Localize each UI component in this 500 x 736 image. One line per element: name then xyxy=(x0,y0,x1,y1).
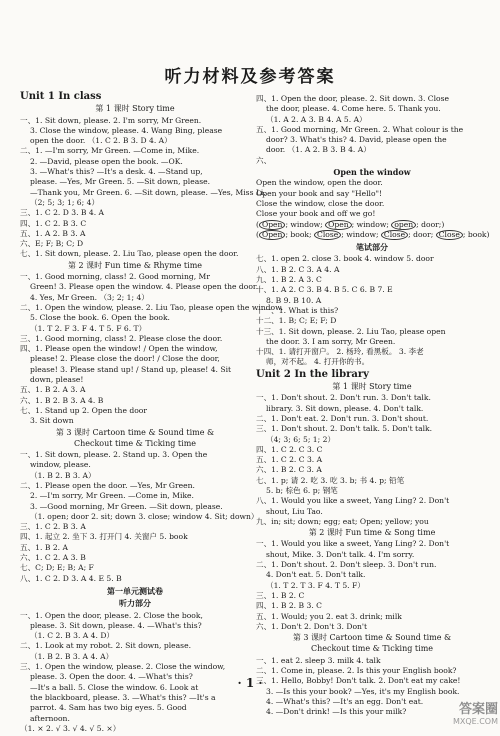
answer-line: 三、1. Good morning, class! 2. Please close the door. xyxy=(20,333,223,343)
answer-line: 七、1. p; 请 2. 吃 3. 吃 3. b; 书 4. p; 铅笔 xyxy=(256,475,405,485)
answer-line: 五、1. A 2. B 3. A xyxy=(20,228,86,238)
answer-line: 二、1. Come in, please. 2. Is this your English book? xyxy=(256,666,457,676)
watermark-text: 答案圈 xyxy=(458,702,498,717)
section-heading: Checkout time & Ticking time xyxy=(310,644,434,654)
section-heading: 第 1 课时 Story time xyxy=(95,104,175,114)
answer-line: Open your book and say "Hello"! xyxy=(256,188,383,198)
circled-word: Close xyxy=(436,230,463,240)
answer-line: Open the window, open the door. xyxy=(256,178,383,188)
answer-line: 五、1. Would; you 2. eat 3. drink; milk xyxy=(256,611,402,621)
answer-line: （1. A 2. A 3. B 4. A 5. A） xyxy=(266,114,367,124)
answer-line: down, please! xyxy=(30,375,84,385)
circled-word: Open xyxy=(259,220,285,230)
answer-line: 2. —David, please open the book. —OK. xyxy=(30,156,183,166)
answer-line: （1. open; door 2. sit; down 3. close; window 4. Sit; down） xyxy=(30,511,259,521)
answer-line: 三、1. B 2. C xyxy=(256,590,305,600)
watermark-logo xyxy=(440,698,498,726)
answer-line: 九、in; sit; down; egg; eat; Open; yellow; you xyxy=(256,516,429,526)
answer-line: 4. Yes, Mr Green. （3; 2; 1; 4） xyxy=(30,292,149,302)
answer-line: door? 3. What's this? 4. David, please open the xyxy=(266,135,447,145)
section-heading: Open the window xyxy=(333,167,411,178)
answer-line: 4. —What's this? —It's an egg. Don't eat. xyxy=(266,696,424,706)
answer-line: （2; 5; 3; 1; 6; 4） xyxy=(30,197,100,207)
answer-line: 一、1. Sit down, please. 2. I'm sorry, Mr Green. xyxy=(20,115,202,125)
answer-line: 三、1. C 2. D 3. B 4. A xyxy=(20,208,105,218)
answer-line: 一、1. Would you like a sweet, Yang Ling? 2. Don't xyxy=(256,539,450,549)
answer-line: 五、1. B 2. A 3. A xyxy=(20,385,86,395)
answer-line: 十三、1. Sit down, please. 2. Liu Tao, please open xyxy=(256,326,446,336)
answer-line: 4. Don't eat. 5. Don't talk. xyxy=(266,570,366,580)
answer-line: the door. 3. I am sorry, Mr Green. xyxy=(266,336,396,346)
circled-answer-row: ( Open ; book; Close ; window; Close ; door; Close ; book) xyxy=(256,229,490,239)
answer-line: 二、1. Look at my robot. 2. Sit down, please. xyxy=(20,641,191,651)
answer-text: ; window; xyxy=(351,219,392,229)
section-heading: 第 2 课时 Fun time & Song time xyxy=(308,528,436,538)
answer-line: 3. Close the window, please. 4. Wang Bing, please xyxy=(30,125,223,135)
circled-answer-row: ( Open ; window; Open ; window; open ; door;) xyxy=(256,219,445,229)
section-heading: Unit 1 In class xyxy=(20,91,102,102)
answer-line: 4. —Don't drink! —Is this your milk? xyxy=(266,707,407,717)
section-heading: Checkout time & Ticking time xyxy=(73,438,197,448)
section-heading: 第 2 课时 Fun time & Rhyme time xyxy=(67,260,203,270)
answer-line: （4; 3; 6; 5; 1; 2） xyxy=(266,434,336,444)
answer-text: ; book; xyxy=(285,229,315,239)
answer-line: please! 2. Please close the door! / Close the door, xyxy=(30,354,220,364)
answer-line: （1. C 2. B 3. A 4. D） xyxy=(30,631,115,641)
answer-line: please! 3. Please stand up! / Stand up, please! 4. Sit xyxy=(30,364,232,374)
answer-line: 二、1. Open the window, please. 2. Liu Tao, please open the window. xyxy=(20,302,284,312)
answer-text: ; door; xyxy=(416,219,442,229)
answer-line: —It's a ball. 5. Close the window. 6. Look at xyxy=(30,682,199,692)
answer-line: 七、1. open 2. close 3. book 4. window 5. door xyxy=(256,254,434,264)
answer-line: 七、1. Sit down, please. 2. Liu Tao, please open the door. xyxy=(20,249,239,259)
section-heading: 第一单元测试卷 xyxy=(107,585,163,596)
answer-line: 三、1. Don't shout. 2. Don't talk. 5. Don't talk. xyxy=(256,424,433,434)
answer-line: 六、1. B 2. C 3. A xyxy=(256,465,322,475)
answer-line: the door, please. 4. Come here. 5. Thank you. xyxy=(266,104,441,114)
answer-line: 三、1. C 2. B 3. A xyxy=(20,522,86,532)
circled-word: Open xyxy=(259,230,285,240)
answer-line: 五、1. C 2. C 3. A xyxy=(256,455,323,465)
answer-line: shout, Mike. 3. Don't talk. 4. I'm sorry. xyxy=(266,549,415,559)
answer-line: Close your book and off we go! xyxy=(256,209,376,219)
answer-line: 3. Sit down xyxy=(30,416,74,426)
answer-line: window, please. xyxy=(30,460,91,470)
answer-line: 七、C; D; E; B; A; F xyxy=(20,563,94,573)
answer-line: 8. B 9. B 10. A xyxy=(266,295,322,305)
answer-line: Green! 3. Please open the window. 4. Please open the door. xyxy=(30,282,259,292)
answer-text: ; window; xyxy=(341,229,381,239)
answer-line: 八、1. C 2. D 3. A 4. E 5. B xyxy=(20,573,122,583)
answer-line: 师，对不起。 4. 打开你的书。 xyxy=(266,357,370,367)
answer-line: 一、1. Sit down, please. 2. Stand up. 3. Open the xyxy=(20,450,208,460)
answer-line: 九、1. B 2. A 3. C xyxy=(256,275,322,285)
circled-word: Open xyxy=(325,220,351,230)
circled-word: open xyxy=(391,220,416,230)
answer-line: 四、1. 起立 2. 坐下 3. 打开门 4. 关窗户 5. book xyxy=(20,532,188,542)
page-number: · 1 · xyxy=(237,676,263,690)
answer-line: 一、1. Don't shout. 2. Don't run. 3. Don't talk. xyxy=(256,393,431,403)
answer-line: 五、1. B 2. A xyxy=(20,542,68,552)
answer-line: 六、 xyxy=(256,155,272,165)
answer-line: please. 3. Sit down, please. 4. —What's this? xyxy=(30,620,202,630)
section-heading: 听力部分 xyxy=(119,598,151,609)
answer-line: 十二、1. B; C; E; F; D xyxy=(256,316,337,326)
answer-line: 3. —Good morning, Mr Green. —Sit down, please. xyxy=(30,501,223,511)
answer-line: 二、1. Don't eat. 2. Don't run. 3. Don't shout. xyxy=(256,413,429,423)
answer-line: 五、1. Good morning, Mr Green. 2. What colour is the xyxy=(256,124,464,134)
answer-line: 一、1. Open the door, please. 2. Close the book, xyxy=(20,610,203,620)
answer-line: please. 3. Open the door. 4. —What's this? xyxy=(30,672,193,682)
answer-line: door. （1. A 2. B 3. B 4. A） xyxy=(266,145,371,155)
answer-line: 一、1. eat 2. sleep 3. milk 4. talk xyxy=(256,655,381,665)
answer-line: （1. T 2. F 3. F 4. T 5. F 6. T） xyxy=(30,323,147,333)
answer-line: 二、1. —I'm sorry, Mr Green. —Come in, Mike. xyxy=(20,146,200,156)
answer-line: open the door. （1. C 2. B 3. D 4. A） xyxy=(30,136,172,146)
answer-line: 六、1. Don't 2. Don't 3. Don't xyxy=(256,621,368,631)
answer-line: 四、1. C 2. C 3. C xyxy=(256,444,323,454)
answer-line: shout, Liu Tao. xyxy=(266,506,323,516)
answer-line: 一、1. Good morning, class! 2. Good morning, Mr xyxy=(20,272,210,282)
answer-line: 三、1. Hello, Bobby! Don't talk. 2. Don't eat my cake! xyxy=(256,676,461,686)
answer-line: 3. —Is this your book? —Yes, it's my English book. xyxy=(266,686,460,696)
answer-line: 2. —I'm sorry, Mr Green. —Come in, Mike. xyxy=(30,491,194,501)
watermark-url: MXQE.COM xyxy=(452,717,498,726)
answer-line: 十四、1. 请打开窗户。 2. 杨玲, 看黑板。 3. 李老 xyxy=(256,347,424,357)
answer-line: 七、1. Stand up 2. Open the door xyxy=(20,405,147,415)
answer-line: 六、1. C 2. A 3. B xyxy=(20,553,86,563)
answer-line: 六、E; F; B; C; D xyxy=(20,239,84,249)
answer-line: 3. —What's this? —It's a desk. 4. —Stand up, xyxy=(30,167,203,177)
section-heading: 第 3 课时 Cartoon time & Sound time & xyxy=(55,427,215,437)
section-heading: 第 1 课时 Story time xyxy=(332,382,412,392)
section-heading: Unit 2 In the library xyxy=(256,368,369,380)
section-heading: 第 3 课时 Cartoon time & Sound time & xyxy=(292,633,452,643)
answer-line: the blackboard, please. 3. —What's this? —It's a xyxy=(30,692,216,702)
answer-line: library. 3. Sit down, please. 4. Don't talk. xyxy=(266,403,424,413)
answer-line: 八、1. Would you like a sweet, Yang Ling? 2. Don't xyxy=(256,496,450,506)
answer-line: afternoon. xyxy=(30,713,70,723)
answer-line: 八、1. B 2. C 3. A 4. A xyxy=(256,264,340,274)
answer-line: parrot. 4. Sam has two big eyes. 5. Good xyxy=(30,703,187,713)
section-heading: 笔试部分 xyxy=(356,242,388,253)
answer-line: 十一、1. What is this? xyxy=(256,305,339,315)
answer-line: Close the window, close the door. xyxy=(256,198,385,208)
answer-line: 四、1. Open the door, please. 2. Sit down. 3. Close xyxy=(256,94,450,103)
answer-text: ; window; xyxy=(285,219,326,229)
answer-line: 四、1. C 2. B 3. C xyxy=(20,218,87,228)
answer-line: 六、1. B 2. B 3. A 4. B xyxy=(20,395,104,405)
answer-line: please. —Yes, Mr Green. 5. —Sit down, please. xyxy=(30,177,211,187)
answer-line: （1. T 2. T 3. F 4. T 5. F） xyxy=(266,580,365,590)
answer-line: （1. B 2. B 3. A 4. A） xyxy=(30,651,114,661)
circled-word: Close xyxy=(381,230,408,240)
answer-line: 二、1. Please open the door. —Yes, Mr Green. xyxy=(20,480,195,490)
answer-line: 四、1. Please open the window! / Open the window, xyxy=(20,344,218,354)
answer-text: ; book xyxy=(462,229,487,239)
answer-text: ; door; xyxy=(408,229,436,239)
circled-word: Close xyxy=(314,230,341,240)
answer-line: 5. Close the book. 6. Open the book. xyxy=(30,313,170,323)
answer-line: —Thank you, Mr Green. 6. —Sit down, please. —Yes, Miss Li. xyxy=(30,187,266,197)
answer-line: （1. B 2. B 3. A） xyxy=(30,470,96,480)
answer-line: 二、1. Don't shout. 2. Don't sleep. 3. Don't run. xyxy=(256,560,437,570)
answer-line: 三、1. Open the window, please. 2. Close the window, xyxy=(20,662,226,672)
answer-line: 5. b; 棕色 6. p; 钢笔 xyxy=(266,485,338,495)
answer-line: 四、1. B 2. B 3. C xyxy=(256,601,322,611)
answer-line: 十、1. A 2. C 3. B 4. B 5. C 6. B 7. E xyxy=(256,285,393,295)
page-title: 听力材料及参考答案 xyxy=(164,67,336,87)
answer-line: （1. × 2. √ 3. √ 4. √ 5. ×） xyxy=(20,723,121,733)
right-column xyxy=(256,94,488,718)
